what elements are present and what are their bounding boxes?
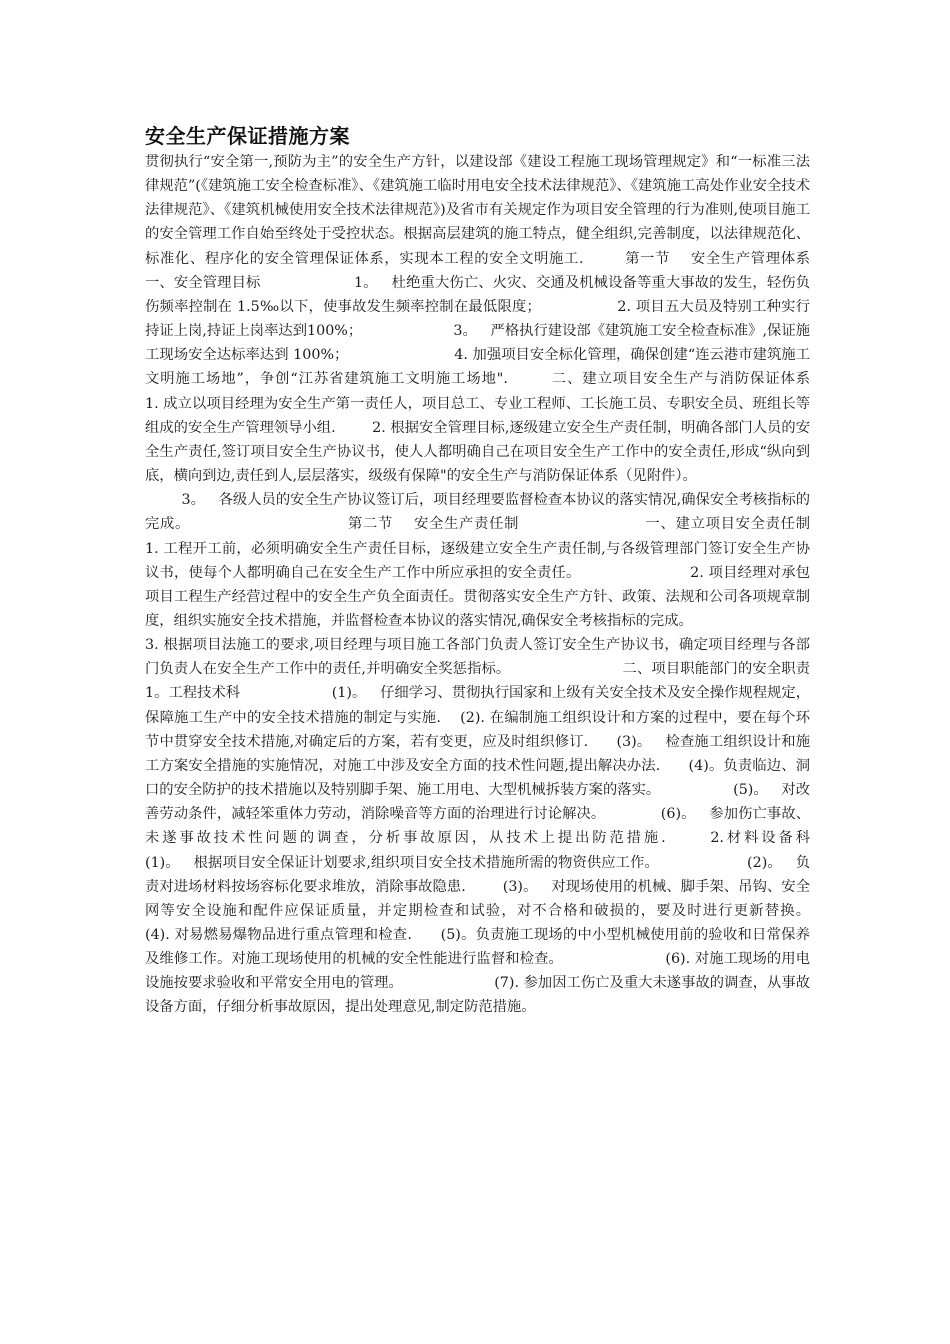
paragraph-2: 3。 各级人员的安全生产协议签订后，项目经理要监督检查本协议的落实情况,确保安全考核指标的完成。 第二节 安全生产责任制 一、建立项目安全责任制 1. 工程开工前，必须明确安全生产责任目标，逐级建立安全生产责任制,与各级管理部门签订安全生产协议书，使每个人都明确自己在安全生产工作中所应承担的安全责任。 2. 项目经理对承包项目工程生产经营过程中的安全生产负全面责任。贯彻落实安全生产方针、政策、法规和公司各项规章制度，组织实施安全技术措施，并监督检查本协议的落实情况,确保安全考核指标的完成。 <box>145 492 915 629</box>
document-body <box>145 150 920 1020</box>
paragraph-3: 3. 根据项目法施工的要求,项目经理与项目施工各部门负责人签订安全生产协议书，确定项目经理与各部门负责人在安全生产工作中的责任,并明确安全奖惩指标。 二、项目职能部门的安全职责 1。工程技术科 (1)。 仔细学习、贯彻执行国家和上级有关安全技术及安全操作规程规定，保障施工生产中的安全技术措施的制定与实施. (2). 在编制施工组织设计和方案的过程中，要在每个环节中贯穿安全技术措施,对确定后的方案，若有变更，应及时组织修订. (3)。 检查施工组织设计和施工方案安全措施的实施情况，对施工中涉及安全方面的技术性问题,提出解决办法. (4)。负责临边、洞口的安全防护的技术措施以及特别脚手架、施工用电、大型机械拆装方案的落实。 (5)。 对改善劳动条件，减轻笨重体力劳动，消除噪音等方面的治理进行讨论解决。 (6)。 参加伤亡事故、未遂事故技术性问题的调查，分析事故原因，从技术上提出防范措施. 2.材料设备科 (1)。 根据项目安全保证计划要求,组织项目安全技术措施所需的物资供应工作。 (2)。 负责对进场材料按场容标化要求堆放，消除事故隐患. (3)。 对现场使用的机械、脚手架、吊钩、安全网等安全设施和配件应保证质量，并定期检查和试验，对不合格和破损的，要及时进行更新替换。 (4). 对易燃易爆物品进行重点管理和检查. (5)。负责施工现场的中小型机械使用前的验收和日常保养及维修工作。对施工现场使用的机械的安全性能进行监督和检查。 (6). 对施工现场的用电设施按要求验收和平常安全用电的管理。 (7). 参加因工伤亡及重大未遂事故的调查，从事故设备方面，仔细分析事故原因，提出处理意见,制定防范措施。 <box>145 637 920 1016</box>
document-title: 安全生产保证措施方案 <box>145 124 350 148</box>
paragraph-1: 贯彻执行“安全第一,预防为主”的安全生产方针，以建设部《建设工程施工现场管理规定》和“一标准三法律规范”(《建筑施工安全检查标准》、《建筑施工临时用电安全技术法律规范》、《建筑施工高处作业安全技术法律规范》、《建筑机械使用安全技术法律规范》)及省市有关规定作为项目安全管理的行为准则,使项目施工的安全管理工作自始至终处于受控状态。根据高层建筑的施工特点，健全组织,完善制度，以法律规范化、标准化、程序化的安全管理保证体系，实现本工程的安全文明施工. 第一节 安全生产管理体系 一、安全管理目标 1。 杜绝重大伤亡、火灾、交通及机械设备等重大事故的发生，轻伤负伤频率控制在 1.5‰以下，使事故发生频率控制在最低限度； 2. 项目五大员及特别工种实行持证上岗,持证上岗率达到100%； 3。 严格执行建设部《建筑施工安全检查标准》,保证施工现场安全达标率达到 100%； 4. 加强项目安全标化管理，确保创建“连云港市建筑施工文明施工场地”，争创“江苏省建筑施工文明施工场地". 二、建立项目安全生产与消防保证体系 1. 成立以项目经理为安全生产第一责任人，项目总工、专业工程师、工长施工员、专职安全员、班组长等组成的安全生产管理领导小组. 2. 根据安全管理目标,逐级建立安全生产责任制，明确各部门人员的安全生产责任,签订项目安全生产协议书，使人人都明确自己在项目安全生产工作中的安全责任,形成“纵向到底，横向到边,责任到人,层层落实，级级有保障"的安全生产与消防保证体系（见附件）。 <box>145 154 915 485</box>
